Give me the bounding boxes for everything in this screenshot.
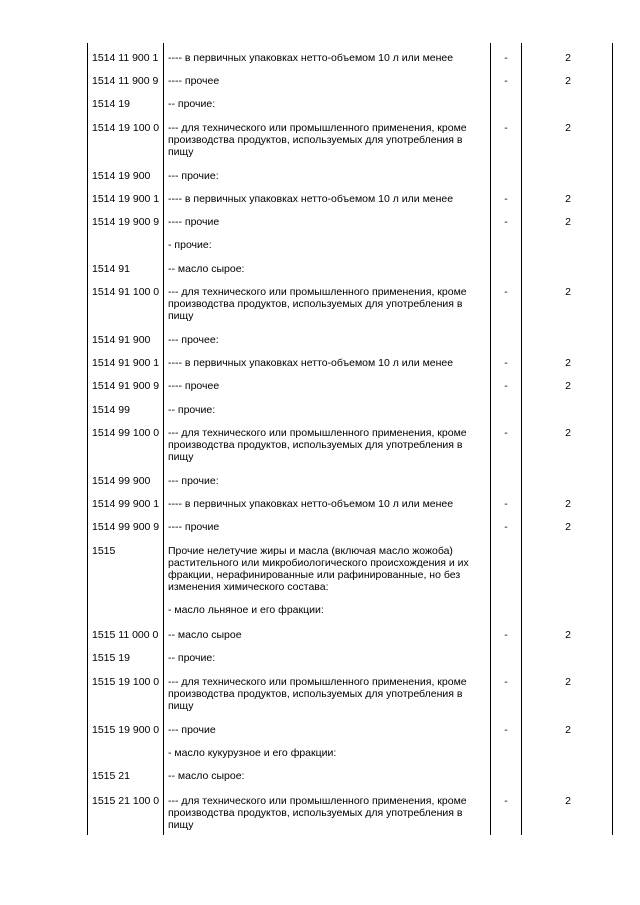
unit-cell: - [504,122,508,134]
tariff-code: 1514 19 900 9 [92,216,160,228]
tariff-code: 1514 19 [92,98,130,110]
duty-rate-cell: 2 [565,498,571,510]
goods-description: --- прочее: [168,334,219,346]
duty-rate-cell: 2 [565,216,571,228]
tariff-code: 1514 91 [92,263,130,275]
goods-description: --- для технического или промышленного применения, кроме производства продуктов, используемых для употребления в пищу [168,427,467,463]
unit-cell: - [504,676,508,688]
unit-cell: - [504,724,508,736]
tariff-code: 1514 91 900 [92,334,151,346]
duty-rate-cell: 2 [565,795,571,807]
column-border [490,43,491,835]
tariff-code: 1514 99 900 9 [92,521,160,533]
duty-rate-cell: 2 [565,122,571,134]
goods-description: --- для технического или промышленного применения, кроме производства продуктов, используемых для употребления в пищу [168,676,467,712]
tariff-code: 1514 91 100 0 [92,286,160,298]
tariff-code: 1514 11 900 1 [92,52,159,64]
tariff-code: 1515 21 [92,770,130,782]
duty-rate-cell: 2 [565,357,571,369]
goods-description: -- прочие: [168,652,216,664]
duty-rate-cell: 2 [565,286,571,298]
goods-description: --- прочие [168,724,216,736]
tariff-code: 1515 19 900 0 [92,724,160,736]
goods-description: ---- прочие [168,521,220,533]
tariff-code: 1514 99 100 0 [92,427,160,439]
duty-rate-cell: 2 [565,521,571,533]
unit-cell: - [504,75,508,87]
goods-description: -- масло сырое: [168,770,245,782]
unit-cell: - [504,193,508,205]
tariff-code: 1515 21 100 0 [92,795,160,807]
goods-description: --- для технического или промышленного применения, кроме производства продуктов, используемых для употребления в пищу [168,795,467,831]
goods-description: ---- в первичных упаковках нетто-объемом 10 л или менее [168,193,454,205]
column-border [521,43,522,835]
goods-description: -- прочие: [168,404,216,416]
tariff-code: 1514 19 900 1 [92,193,160,205]
column-border [612,43,613,835]
goods-description: - масло кукурузное и его фракции: [168,747,337,759]
tariff-code: 1515 11 000 0 [92,629,159,641]
tariff-code: 1515 19 [92,652,130,664]
column-border [163,43,164,835]
column-border [87,43,88,835]
unit-cell: - [504,380,508,392]
goods-description: -- масло сырое [168,629,242,641]
tariff-code: 1514 99 [92,404,130,416]
goods-description: ---- в первичных упаковках нетто-объемом 10 л или менее [168,52,454,64]
goods-description: Прочие нелетучие жиры и масла (включая масло жожоба) растительного или микробиологического происхождения и их фракции, нерафинированные или рафинированные, но без изменения химического состава: [168,545,469,593]
goods-description: - прочие: [168,239,212,251]
tariff-code: 1514 99 900 1 [92,498,160,510]
goods-description: ---- прочие [168,216,220,228]
duty-rate-cell: 2 [565,193,571,205]
tariff-code: 1514 11 900 9 [92,75,159,87]
duty-rate-cell: 2 [565,75,571,87]
duty-rate-cell: 2 [565,629,571,641]
duty-rate-cell: 2 [565,380,571,392]
goods-description: -- масло сырое: [168,263,245,275]
tariff-code: 1514 19 900 [92,170,151,182]
unit-cell: - [504,521,508,533]
tariff-code: 1515 [92,545,116,557]
unit-cell: - [504,629,508,641]
unit-cell: - [504,286,508,298]
unit-cell: - [504,427,508,439]
unit-cell: - [504,357,508,369]
unit-cell: - [504,216,508,228]
goods-description: ---- в первичных упаковках нетто-объемом 10 л или менее [168,498,454,510]
tariff-code: 1514 99 900 [92,475,151,487]
unit-cell: - [504,795,508,807]
goods-description: - масло льняное и его фракции: [168,604,324,616]
goods-description: --- прочие: [168,170,219,182]
duty-rate-cell: 2 [565,724,571,736]
duty-rate-cell: 2 [565,52,571,64]
unit-cell: - [504,52,508,64]
tariff-code: 1514 19 100 0 [92,122,160,134]
goods-description: -- прочие: [168,98,216,110]
tariff-code: 1515 19 100 0 [92,676,160,688]
goods-description: --- прочие: [168,475,219,487]
goods-description: ---- прочее [168,380,220,392]
duty-rate-cell: 2 [565,676,571,688]
duty-rate-cell: 2 [565,427,571,439]
goods-description: ---- в первичных упаковках нетто-объемом 10 л или менее [168,357,454,369]
goods-description: --- для технического или промышленного применения, кроме производства продуктов, используемых для употребления в пищу [168,122,467,158]
goods-description: ---- прочее [168,75,220,87]
goods-description: --- для технического или промышленного применения, кроме производства продуктов, используемых для употребления в пищу [168,286,467,322]
unit-cell: - [504,498,508,510]
tariff-code: 1514 91 900 9 [92,380,160,392]
tariff-code: 1514 91 900 1 [92,357,160,369]
